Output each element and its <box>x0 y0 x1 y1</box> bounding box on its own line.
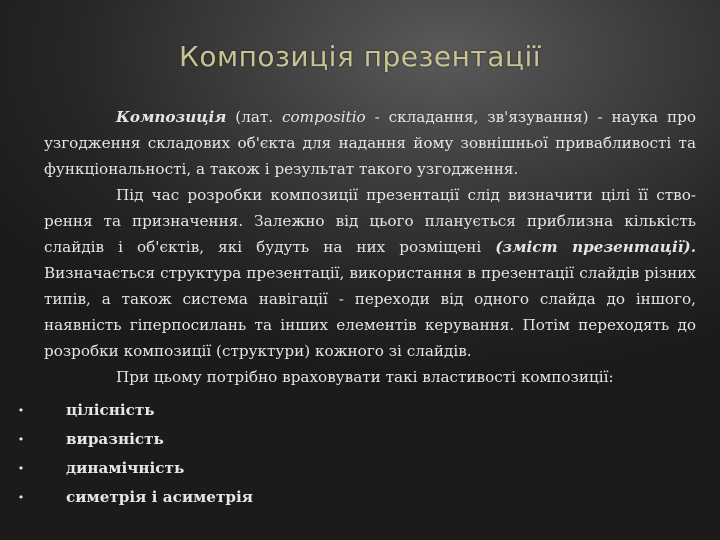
definition-text: - складання, зв'язування) - наука про узгодження складових об'єкта для надання йому зовнішньої привабливості та функціональності, а також і результат такого узгодження. <box>44 108 696 178</box>
list-item-label: симетрія і асиметрія <box>66 488 253 506</box>
paragraph-definition <box>44 104 696 182</box>
properties-list <box>17 396 696 512</box>
bullet-icon: • <box>17 404 25 417</box>
list-item-label: цілісність <box>66 401 155 419</box>
paren-open: (лат. <box>226 108 283 126</box>
list-item <box>17 483 696 512</box>
bullet-icon: • <box>17 491 25 504</box>
process-text-part1: Під час розробки композиції презентації слід визначити цілі її ство-рення та призначення. Залежно від цього планується приблизна кількість слайдів і об'єктів, які будуть на них розміщені <box>44 186 696 256</box>
list-item <box>17 425 696 454</box>
paragraph-process <box>44 182 696 364</box>
slide-body <box>17 104 696 512</box>
term-composition: Композиція <box>116 108 227 126</box>
properties-intro: При цьому потрібно враховувати такі властивості композиції: <box>116 368 614 386</box>
list-item-label: виразність <box>66 430 164 448</box>
list-item <box>17 396 696 425</box>
slide-title: Композиція презентації <box>178 40 542 73</box>
content-emphasis: (зміст презентації). <box>495 238 696 256</box>
process-text-part2: Визначається структура презентації, використання в презентації слайдів різних типів, а також система навігації - переходи від одного слайда до іншого, наявність гіперпосилань та інших елементів керування. Потім переходять до розробки композиції (структури) кожного зі слайдів. <box>44 264 696 360</box>
bullet-icon: • <box>17 462 25 475</box>
latin-term: compositio <box>282 108 366 126</box>
list-item-label: динамічність <box>66 459 185 477</box>
list-item <box>17 454 696 483</box>
bullet-icon: • <box>17 433 25 446</box>
